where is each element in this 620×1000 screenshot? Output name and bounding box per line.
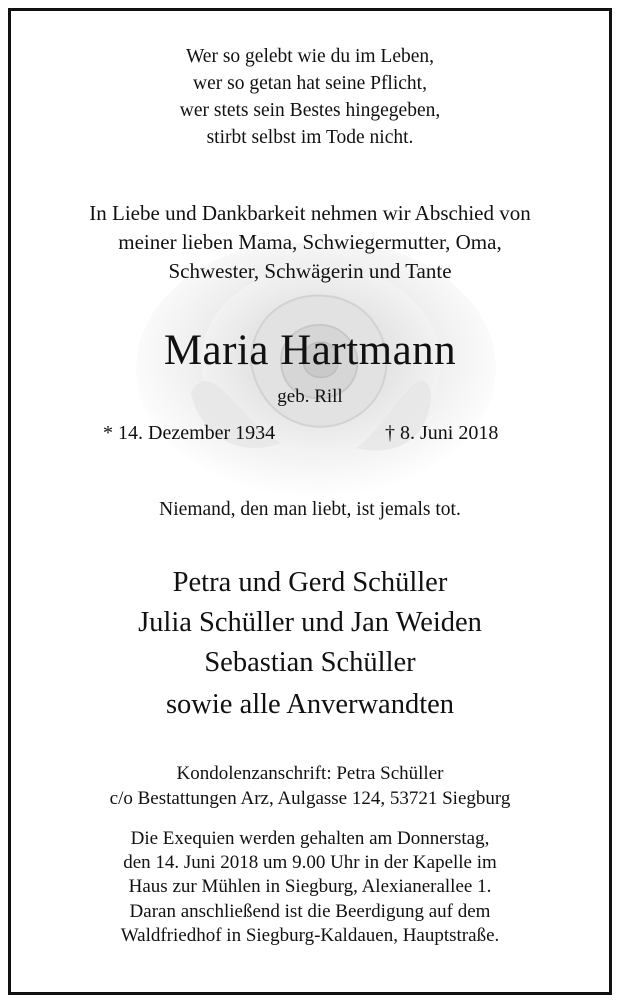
mourner-line-1: Petra und Gerd Schüller xyxy=(172,567,448,598)
death-date: † 8. Juni 2018 xyxy=(385,422,499,444)
deceased-name: Maria Hartmann xyxy=(163,327,457,374)
service-line-2: den 14. Juni 2018 um 9.00 Uhr in der Kapelle im xyxy=(123,852,497,873)
service-line-3: Haus zur Mühlen in Siegburg, Alexianerallee 1. xyxy=(128,876,492,897)
intro-line-1: In Liebe und Dankbarkeit nehmen wir Abschied von xyxy=(89,201,531,225)
intro-line-2: meiner lieben Mama, Schwiegermutter, Oma, xyxy=(118,230,502,254)
poem-line-3: wer stets sein Bestes hingegeben, xyxy=(179,100,441,121)
obituary-frame xyxy=(8,8,612,995)
mourner-line-2: Julia Schüller und Jan Weiden xyxy=(138,607,482,638)
birth-date: * 14. Dezember 1934 xyxy=(103,422,276,444)
maiden-name: geb. Rill xyxy=(277,386,343,407)
mourner-line-4: sowie alle Anverwandten xyxy=(165,689,455,720)
poem-line-1: Wer so gelebt wie du im Leben, xyxy=(185,46,435,67)
poem-line-4: stirbt selbst im Tode nicht. xyxy=(206,127,414,148)
condolence-address-line-1: Kondolenzanschrift: Petra Schüller xyxy=(176,763,444,784)
condolence-address-line-2: c/o Bestattungen Arz, Aulgasse 124, 53721 Siegburg xyxy=(109,788,511,809)
memorial-quote: Niemand, den man liebt, ist jemals tot. xyxy=(159,499,461,520)
poem-line-2: wer so getan hat seine Pflicht, xyxy=(193,73,427,94)
intro-line-3: Schwester, Schwägerin und Tante xyxy=(168,259,452,283)
mourner-line-3: Sebastian Schüller xyxy=(204,647,416,678)
service-line-4: Daran anschließend ist die Beerdigung auf dem xyxy=(129,901,491,922)
service-line-1: Die Exequien werden gehalten am Donnerstag, xyxy=(130,828,490,849)
service-line-5: Waldfriedhof in Siegburg-Kaldauen, Hauptstraße. xyxy=(120,925,500,946)
